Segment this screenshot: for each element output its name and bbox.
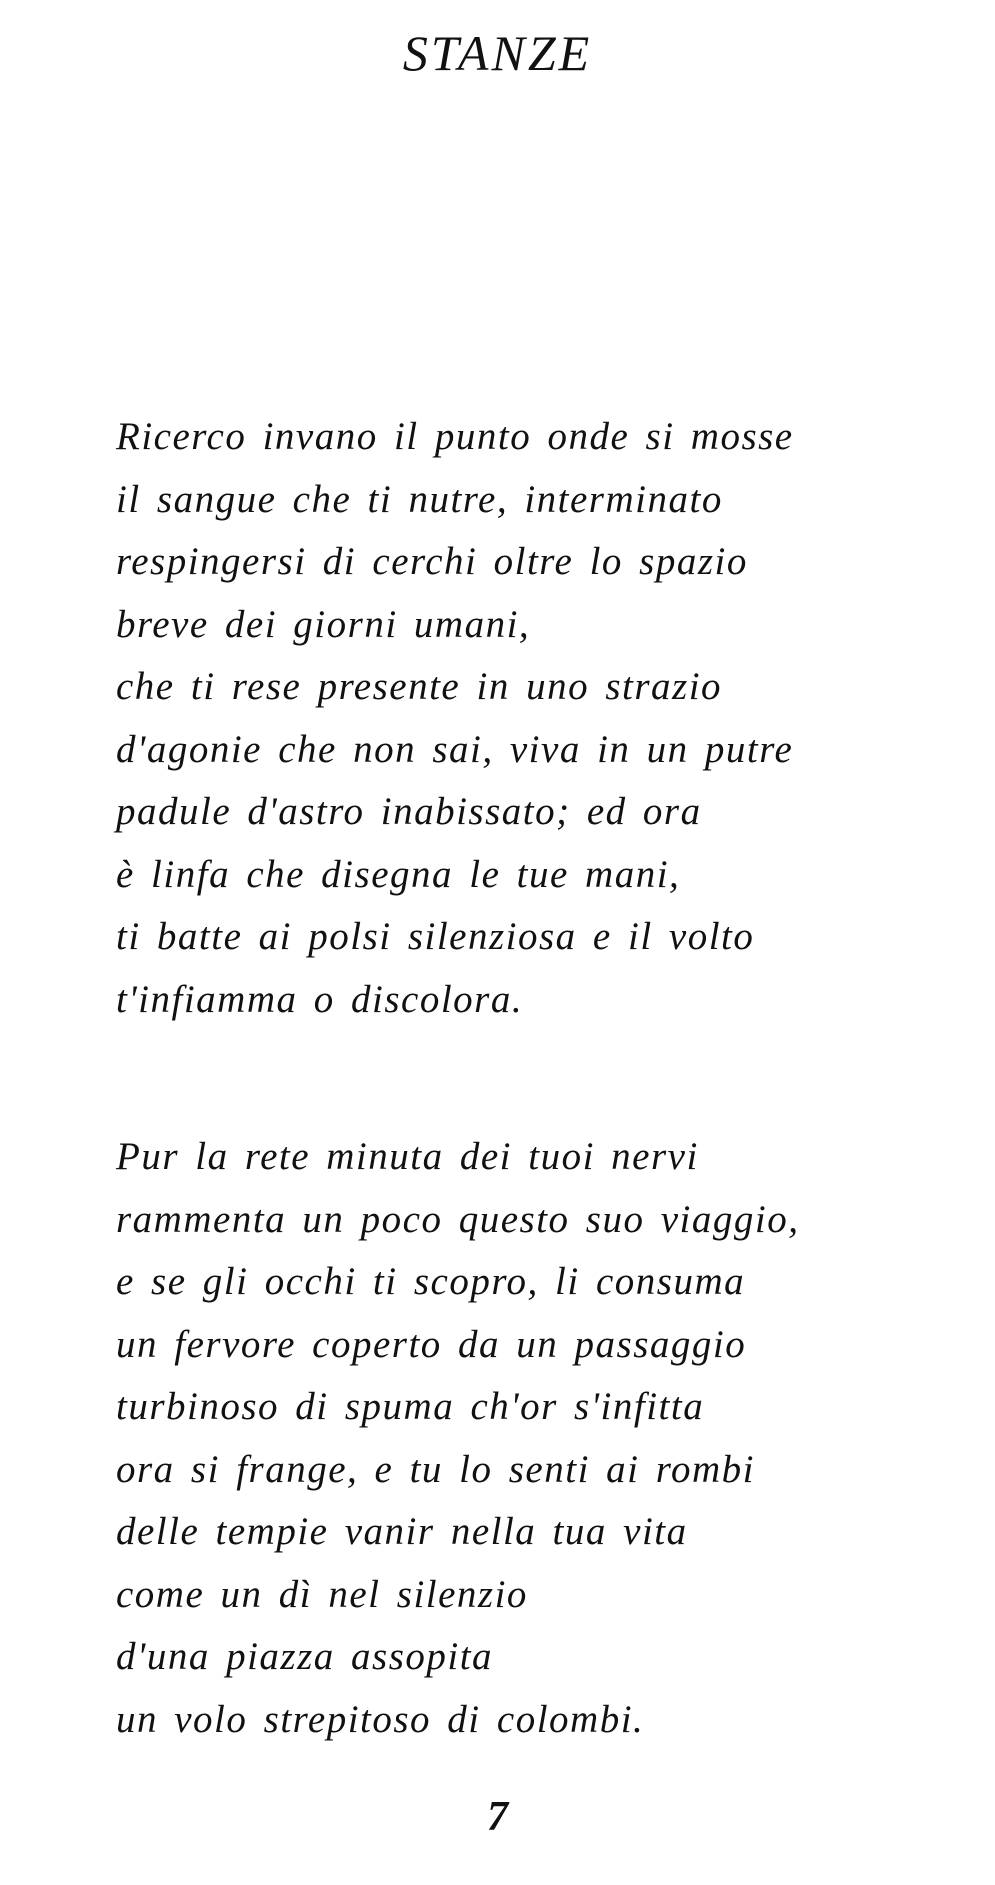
poem-line: turbinoso di spuma ch'or s'infitta: [116, 1385, 705, 1428]
poem-line: respingersi di cerchi oltre lo spazio: [116, 540, 748, 583]
poem-line: d'una piazza assopita: [116, 1635, 494, 1678]
poem-line: delle tempie vanir nella tua vita: [116, 1510, 688, 1553]
poem-line: un volo strepitoso di colombi.: [116, 1697, 645, 1741]
poem-line: ti batte ai polsi silenziosa e il volto: [116, 915, 755, 958]
stanza-2: [116, 1126, 799, 1751]
poem-line: il sangue che ti nutre, interminato: [116, 477, 723, 521]
poem-title: STANZE: [402, 25, 593, 81]
poem-line: che ti rese presente in uno strazio: [116, 665, 723, 708]
poem-line: d'agonie che non sai, viva in un putre: [116, 727, 794, 771]
poem-line: Pur la rete minuta dei tuoi nervi: [116, 1135, 699, 1178]
poem-line: è linfa che disegna le tue mani,: [116, 852, 681, 896]
poem-line: Ricerco invano il punto onde si mosse: [116, 415, 794, 458]
poem-line: rammenta un poco questo suo viaggio,: [116, 1197, 800, 1241]
poem-line: un fervore coperto da un passaggio: [116, 1322, 747, 1366]
poem-line: come un dì nel silenzio: [116, 1572, 528, 1616]
poem-line: ora si frange, e tu lo senti ai rombi: [116, 1447, 755, 1491]
page-number: 7: [487, 1794, 508, 1840]
poem-line: padule d'astro inabissato; ed ora: [116, 790, 702, 833]
poem-line: e se gli occhi ti scopro, li consuma: [116, 1260, 746, 1303]
poem-line: breve dei giorni umani,: [116, 602, 531, 646]
stanza-1: [116, 406, 794, 1031]
poem-line: t'infiamma o discolora.: [116, 977, 524, 1021]
